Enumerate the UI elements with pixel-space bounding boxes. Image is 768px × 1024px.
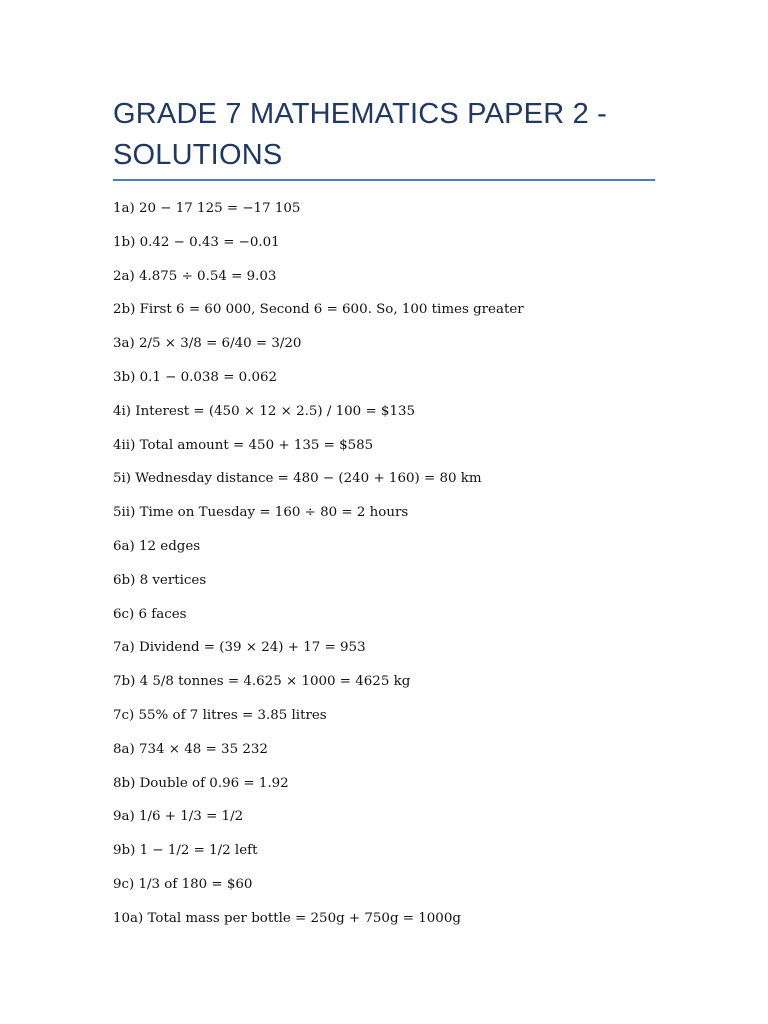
answer-1a: 1a) 20 − 17 125 = −17 105 [113,201,301,216]
title-divider [113,179,655,181]
answer-8a: 8a) 734 × 48 = 35 232 [113,741,268,757]
answer-6c: 6c) 6 faces [113,606,187,622]
answer-3a: 3a) 2/5 × 3/8 = 6/40 = 3/20 [113,336,302,352]
answer-9a: 9a) 1/6 + 1/3 = 1/2 [113,809,244,825]
answer-7c: 7c) 55% of 7 litres = 3.85 litres [113,707,327,723]
answer-6b: 6b) 8 vertices [113,572,207,588]
answer-1b: 1b) 0.42 − 0.43 = −0.01 [113,234,280,250]
answer-4ii: 4ii) Total amount = 450 + 135 = $585 [113,437,374,453]
answer-8b: 8b) Double of 0.96 = 1.92 [113,775,289,791]
answer-list [113,199,673,943]
answer-2b: 2b) First 6 = 60 000, Second 6 = 600. So, 100 times greater [113,302,524,318]
answer-5ii: 5ii) Time on Tuesday = 160 ÷ 80 = 2 hours [113,505,409,521]
answer-5i: 5i) Wednesday distance = 480 − (240 + 160) = 80 km [113,471,482,487]
answer-6a: 6a) 12 edges [113,538,201,554]
answer-9c: 9c) 1/3 of 180 = $60 [113,876,253,892]
answer-3b: 3b) 0.1 − 0.038 = 0.062 [113,369,278,385]
answer-4i: 4i) Interest = (450 × 12 × 2.5) / 100 = $135 [113,403,416,419]
answer-2a: 2a) 4.875 ÷ 0.54 = 9.03 [113,268,277,284]
document-title: GRADE 7 MATHEMATICS PAPER 2 - SOLUTIONS [113,98,608,171]
answer-7a: 7a) Dividend = (39 × 24) + 17 = 953 [113,640,366,656]
answer-7b: 7b) 4 5/8 tonnes = 4.625 × 1000 = 4625 kg [113,674,411,690]
answer-10a: 10a) Total mass per bottle = 250g + 750g = 1000g [113,910,461,926]
answer-9b: 9b) 1 − 1/2 = 1/2 left [113,843,258,859]
